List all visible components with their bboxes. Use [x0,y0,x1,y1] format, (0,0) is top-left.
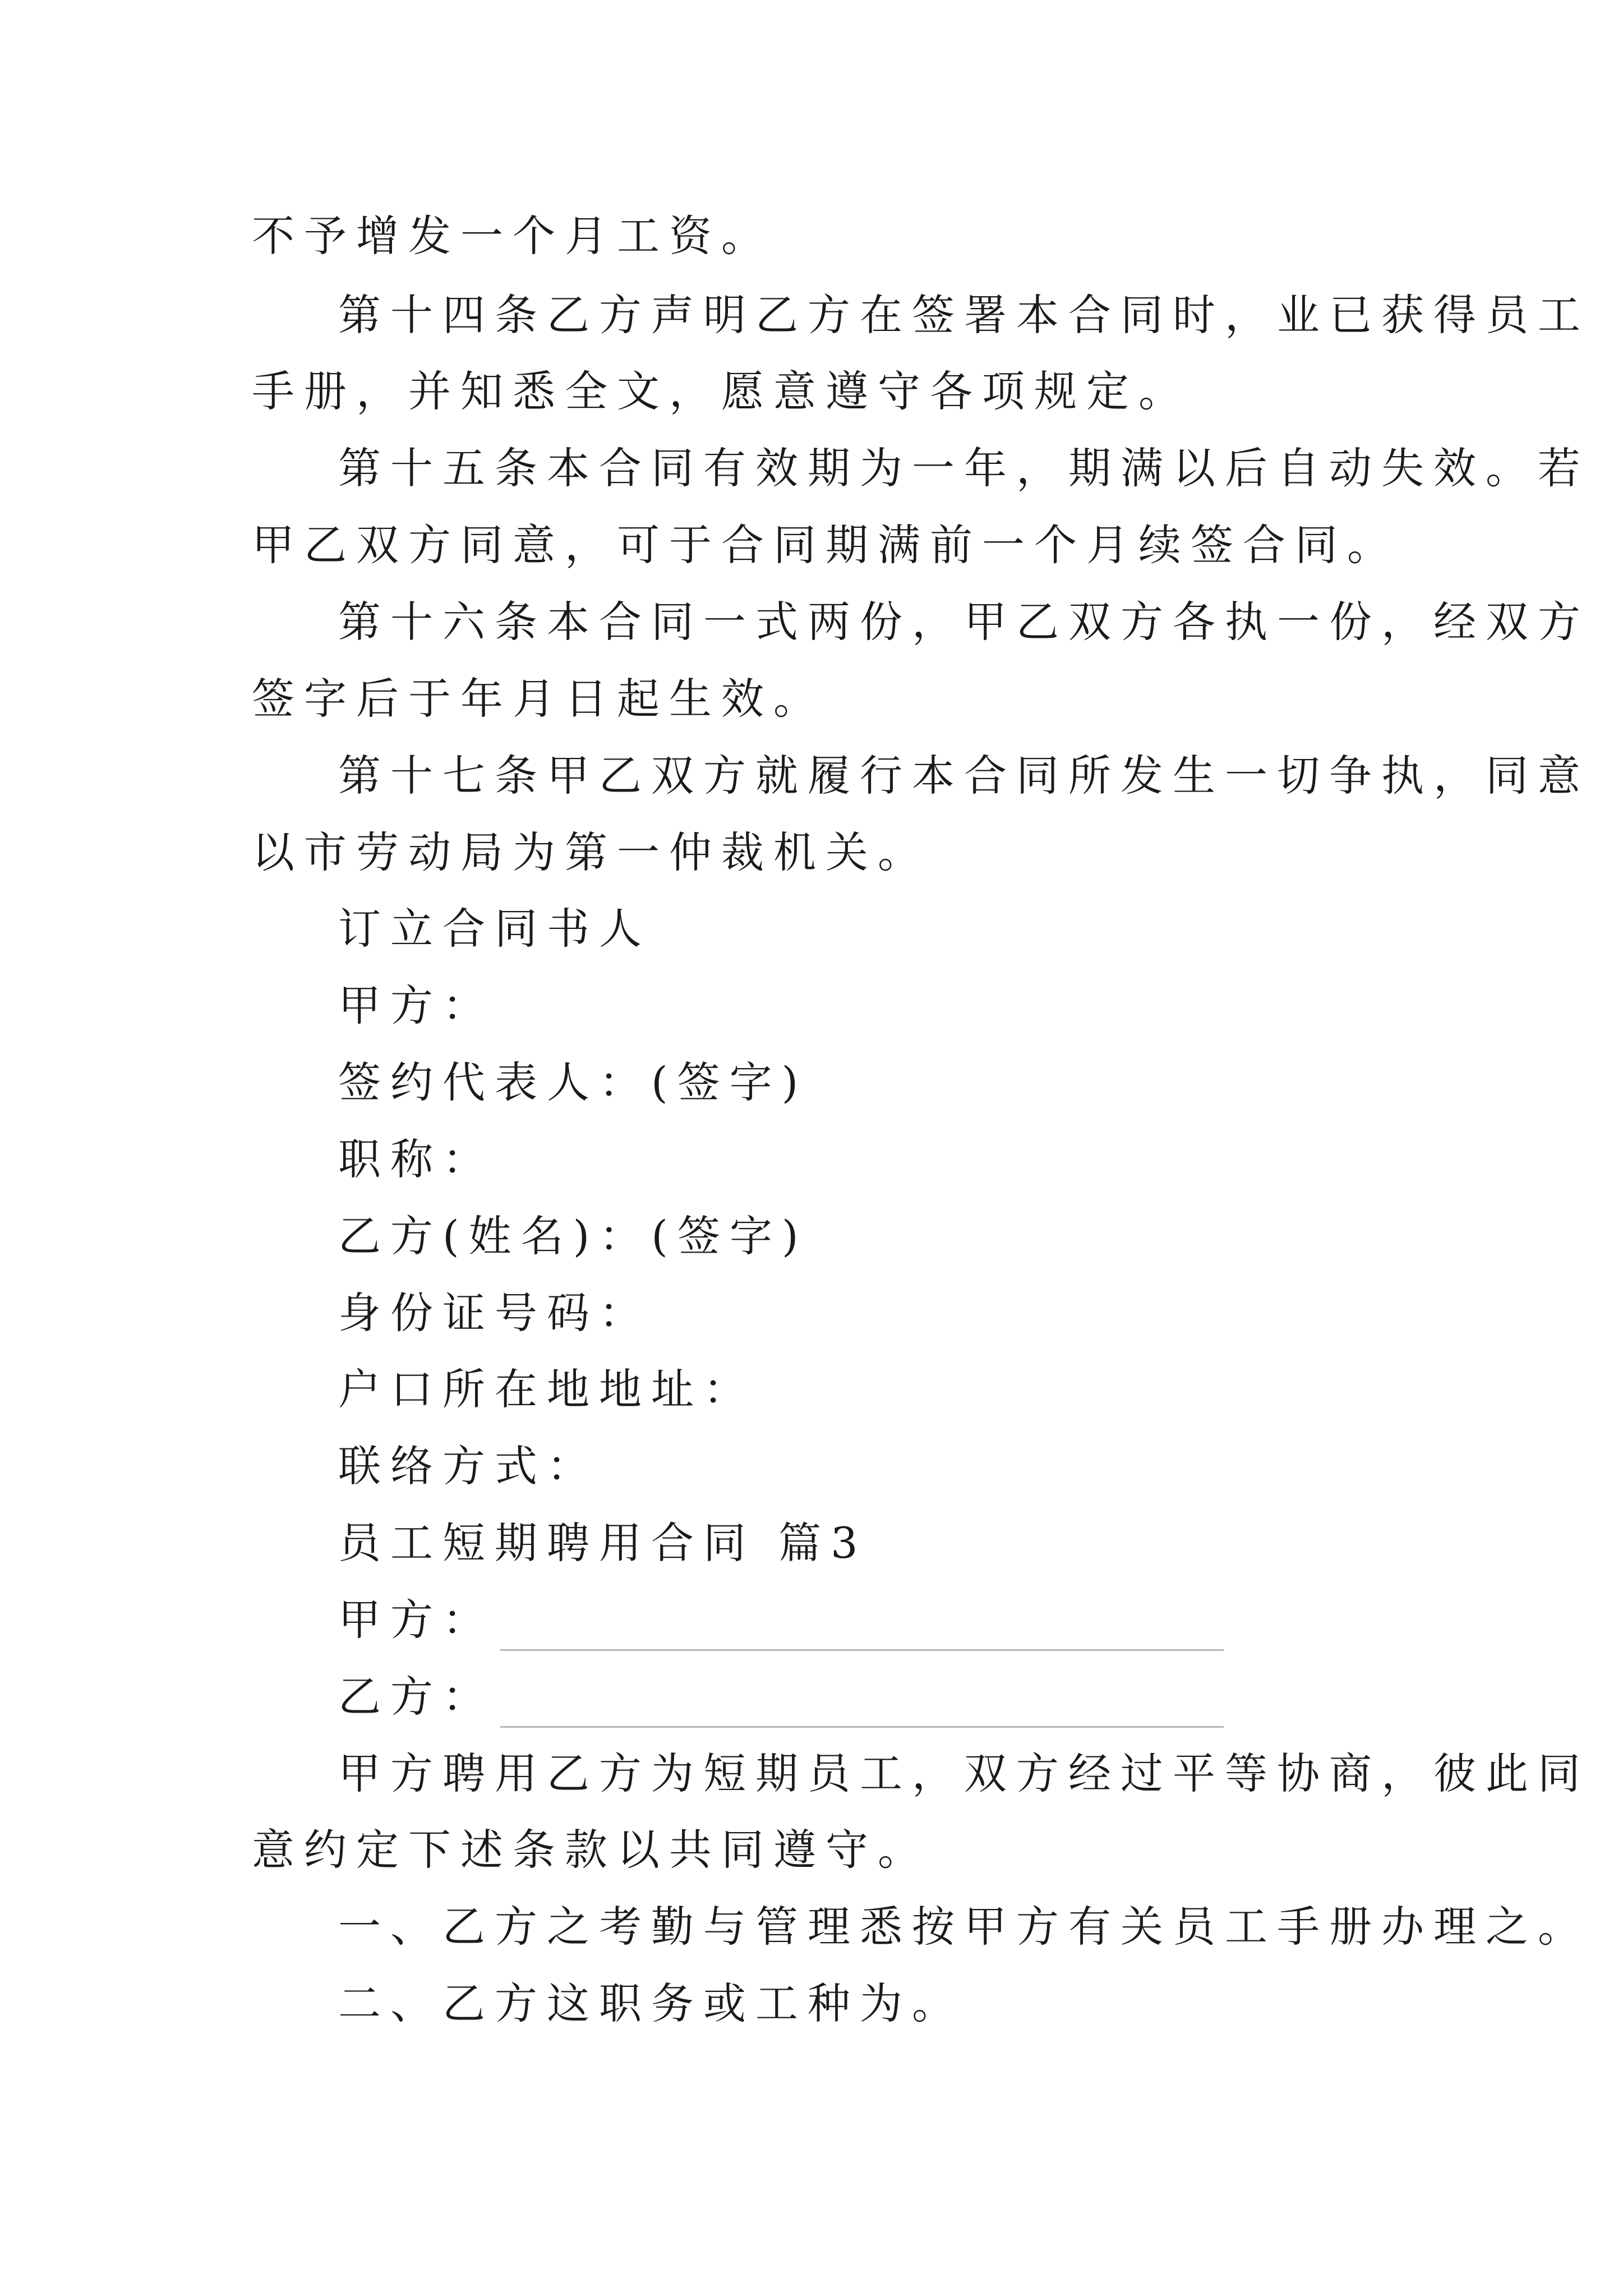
representative-label: 签约代表人：(签字) [338,1057,808,1107]
id-number-label: 身份证号码： [338,1288,651,1338]
signatory-heading: 订立合同书人 [338,904,651,954]
article-2-line: 二、乙方这职务或工种为。 [338,1978,964,2028]
party-b-name-label: 乙方(姓名)：(签字) [338,1211,808,1261]
intro-line-1: 甲方聘用乙方为短期员工，双方经过平等协商，彼此同 [338,1749,1590,1798]
party-a-label: 甲方： [338,981,495,1030]
party-a-field [338,1589,1527,1651]
clause-16-line-2: 签字后于年月日起生效。 [252,674,826,724]
clause-17-line-2: 以市劳动局为第一仲裁机关。 [252,827,930,877]
party-a-blank-line [500,1608,1224,1651]
section-heading: 员工短期聘用合同 篇3 [338,1518,868,1568]
clause-15-line-2: 甲乙双方同意，可于合同期满前一个月续签合同。 [252,520,1399,570]
intro-line-2: 意约定下述条款以共同遵守。 [252,1825,930,1875]
title-label: 职称： [338,1134,495,1184]
party-b-field [338,1666,1527,1728]
residence-address-label: 户口所在地地址： [338,1364,755,1414]
clause-14-line-1: 第十四条乙方声明乙方在签署本合同时，业已获得员工 [338,290,1590,340]
clause-14-line-2: 手册，并知悉全文，愿意遵守各项规定。 [252,366,1191,416]
clause-16-line-1: 第十六条本合同一式两份，甲乙双方各执一份，经双方 [338,597,1590,647]
party-a-field-label: 甲方： [338,1595,495,1645]
clause-17-line-1: 第十七条甲乙双方就履行本合同所发生一切争执，同意 [338,751,1590,800]
contact-label: 联络方式： [338,1441,599,1491]
party-b-blank-line [500,1685,1224,1728]
clause-15-line-1: 第十五条本合同有效期为一年，期满以后自动失效。若 [338,443,1590,493]
article-1-line: 一、乙方之考勤与管理悉按甲方有关员工手册办理之。 [338,1902,1590,1952]
party-b-field-label: 乙方： [338,1672,495,1722]
text-line: 不予增发一个月工资。 [252,211,773,261]
